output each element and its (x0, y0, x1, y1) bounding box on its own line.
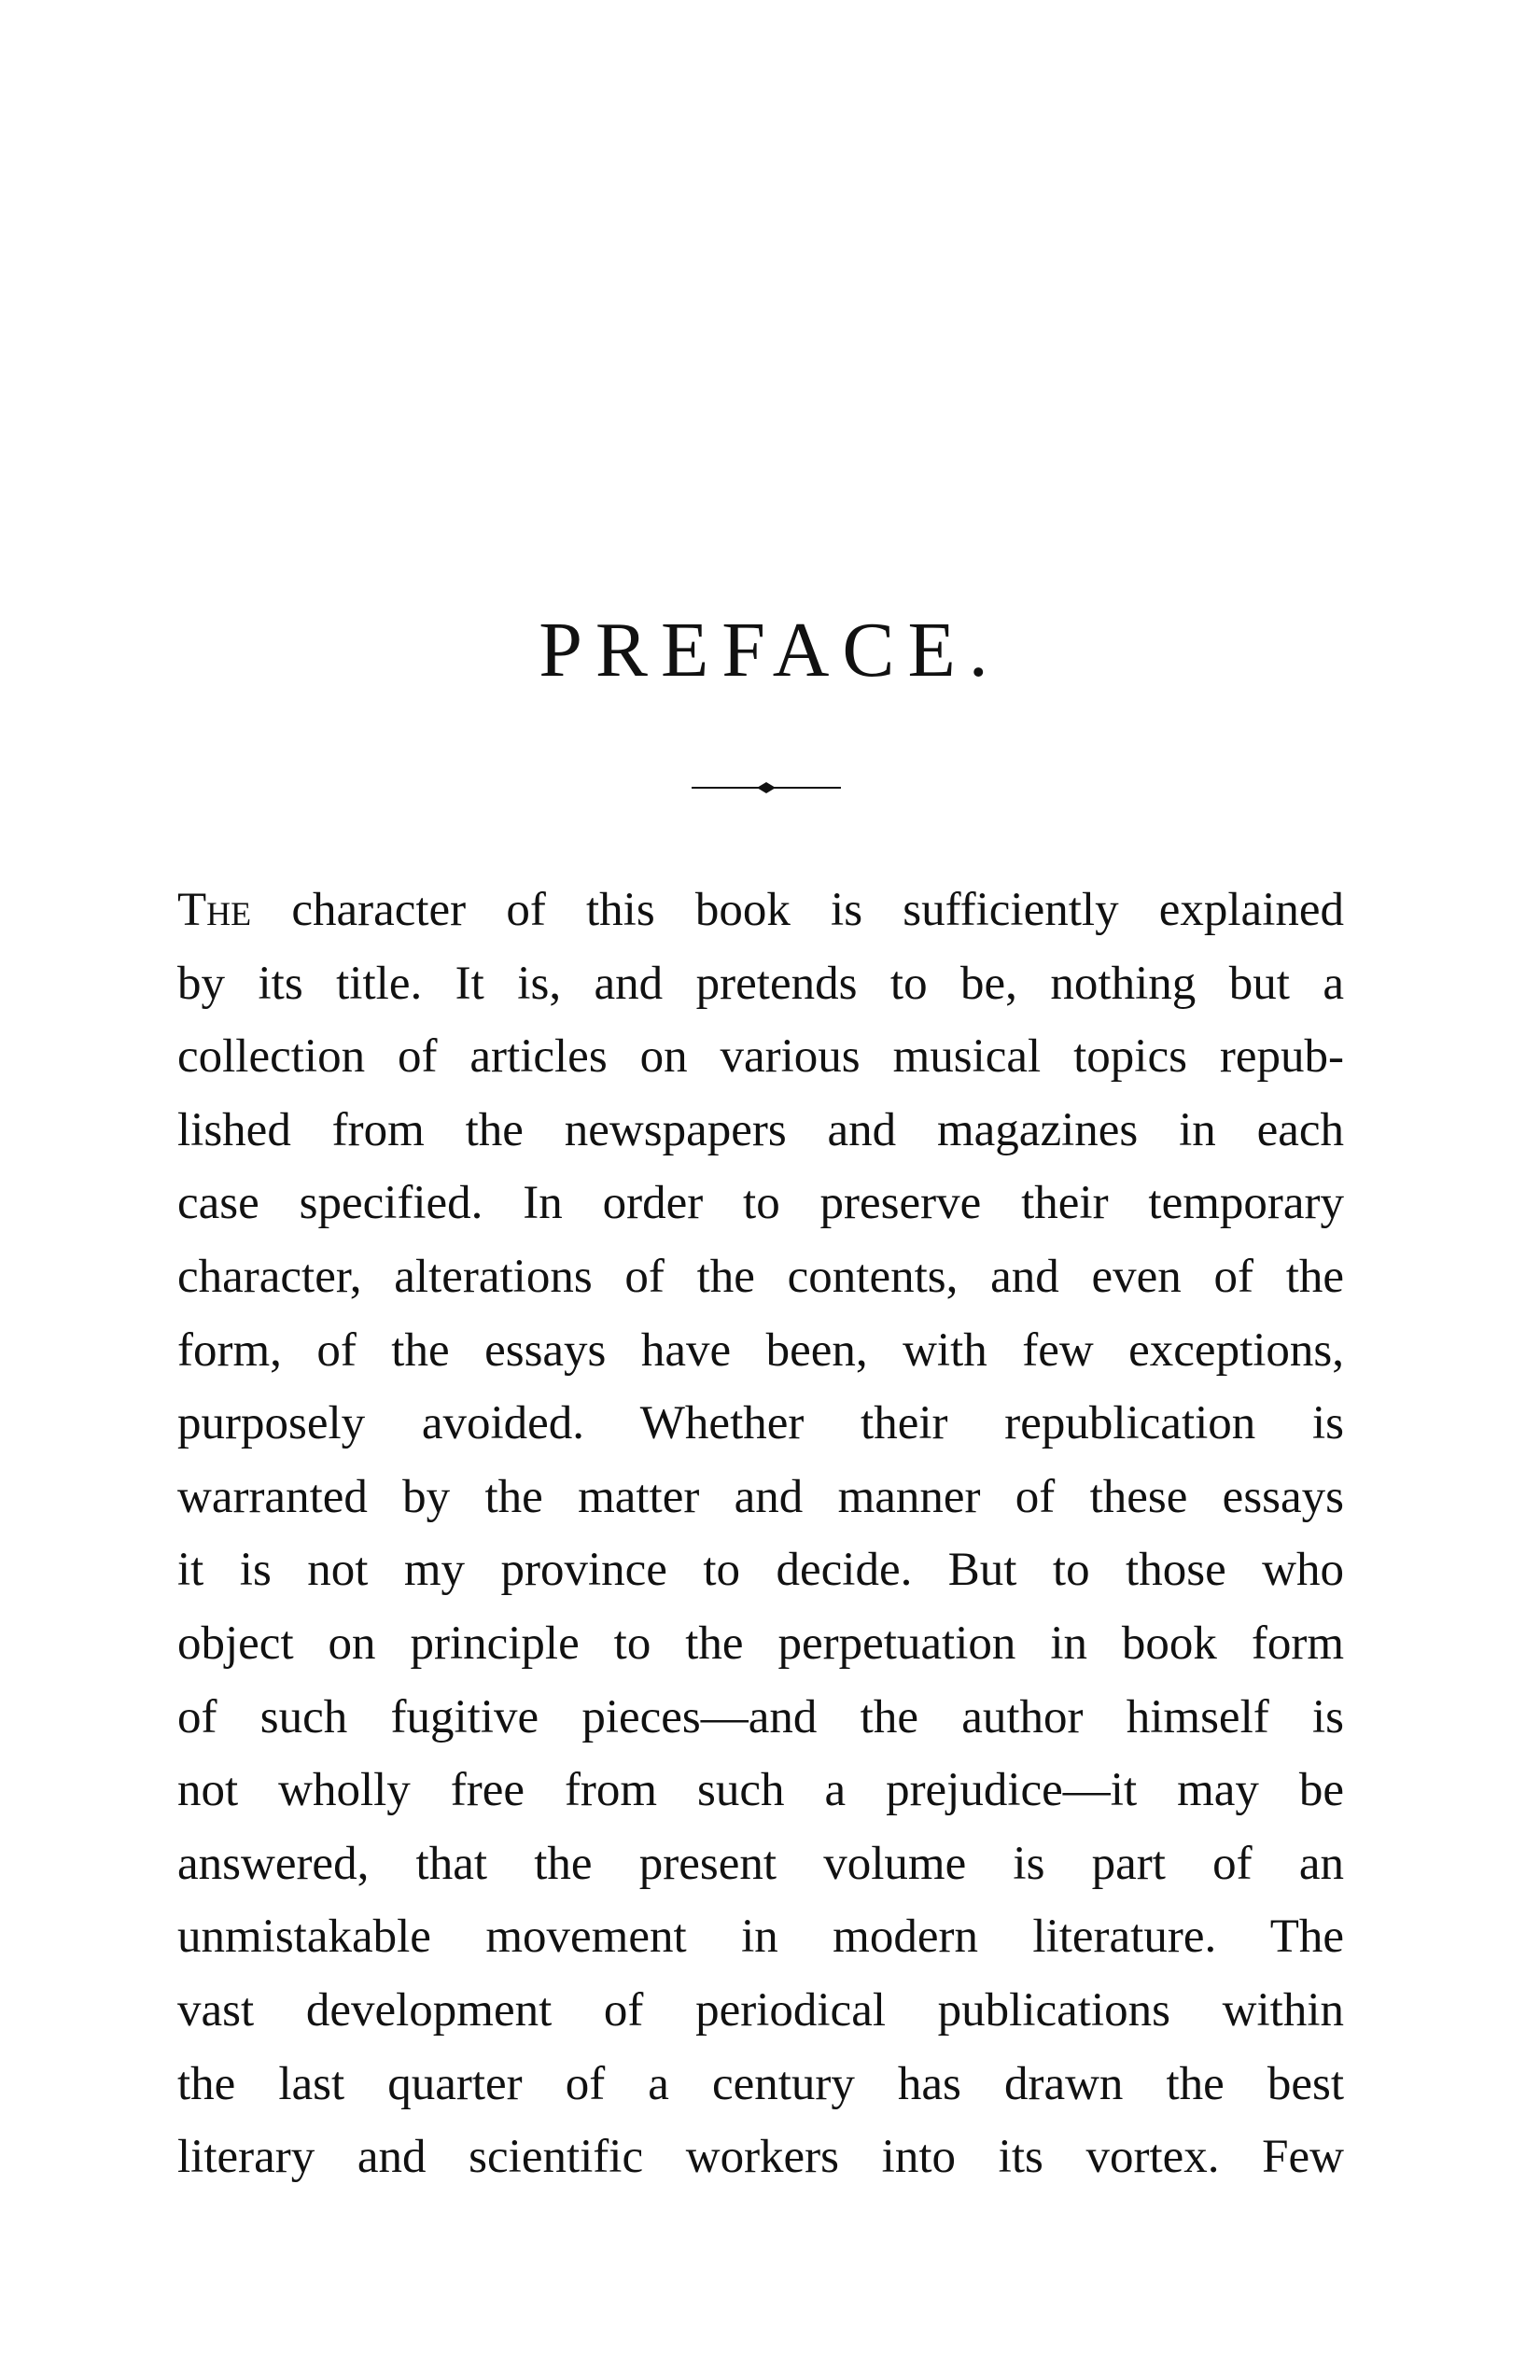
text-line: lished from the newspapers and magazines in each (177, 1103, 1344, 1156)
text-line: case specified. In order to preserve their temporary (177, 1177, 1344, 1230)
page-title: PREFACE. (539, 607, 1001, 693)
text-line: it is not my province to decide. But to those who (177, 1544, 1344, 1597)
preface-body (177, 874, 1344, 2194)
text-line: warranted by the matter and manner of these essays (177, 1470, 1344, 1523)
text-line: by its title. It is, and pretends to be, nothing but a (177, 957, 1344, 1010)
text-line: purposely avoided. Whether their republication is (177, 1397, 1344, 1450)
text-line: character, alterations of the contents, and even of the (177, 1250, 1344, 1303)
text-line: vast development of periodical publications within (177, 1983, 1344, 2037)
text-line: literary and scientific workers into its vortex. Few (177, 2131, 1344, 2184)
text-line: form, of the essays have been, with few exceptions, (177, 1323, 1344, 1377)
text-line: not wholly free from such a prejudice—it may be (177, 1764, 1344, 1817)
text-line: collection of articles on various musical topics repub- (177, 1030, 1344, 1084)
text-line: unmistakable movement in modern literature. The (177, 1911, 1344, 1964)
text-line: answered, that the present volume is part of an (177, 1837, 1344, 1890)
text-line: The character of this book is sufficiently explained (177, 884, 1344, 936)
ornament-divider-icon (692, 780, 841, 795)
text-line: object on principle to the perpetuation in book form (177, 1617, 1344, 1670)
opening-word: The (177, 884, 252, 936)
text-line: of such fugitive pieces—and the author himself is (177, 1690, 1344, 1743)
text-line: the last quarter of a century has drawn the best (177, 2057, 1344, 2110)
